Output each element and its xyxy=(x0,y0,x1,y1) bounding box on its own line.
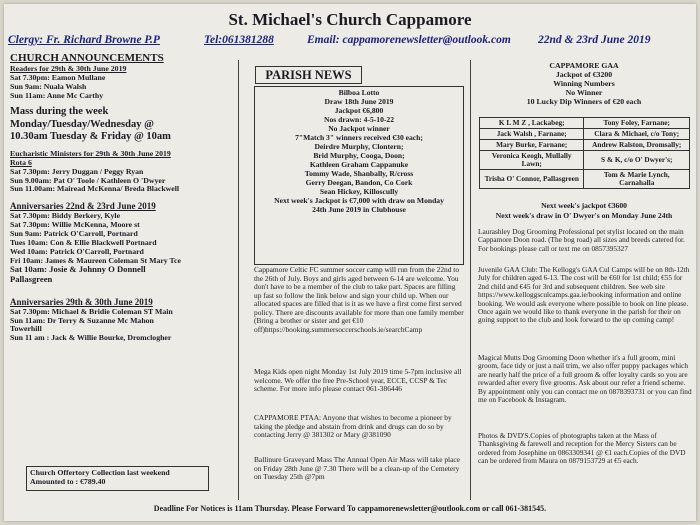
table-row xyxy=(480,170,690,189)
church-announcements xyxy=(10,52,234,343)
list-item: Sat 10am: Josie & Johnny O Donnell xyxy=(10,264,146,275)
mass-times: Mass during the week xyxy=(10,106,109,118)
table-cell: K L M Z , Lackabeg; xyxy=(480,118,584,129)
list-item: Pallasgreen xyxy=(10,274,53,285)
list-item: Sat 7.30pm: Eamon Mullane xyxy=(10,72,106,82)
list-item: Sat 7.30pm: Willie McKenna, Moore st xyxy=(10,219,140,229)
table-row xyxy=(480,151,690,170)
table-cell: Clara & Michael, c/o Tony; xyxy=(584,129,690,140)
list-item: Sun 11 am : Jack & Willie Bourke, Dromclogher xyxy=(10,333,172,343)
gaa-line: Winning Numbers xyxy=(553,78,615,88)
gaa-line: No Winner xyxy=(565,87,603,97)
table-cell: Mary Burke, Farnane; xyxy=(480,140,584,151)
laurashley-notice: Laurashley Dog Grooming Professional pet stylist located on the main Cappamore Doon road. (The bog road) all sizes and breeds catered for. For bookings please call or text me on 0857395327 xyxy=(478,227,685,253)
lotto-line: Next week's Jackpot is €7,000 with draw on Monday xyxy=(274,196,444,205)
offertory-label: Church Offertory Collection last weekend xyxy=(30,468,170,477)
mass-times: Monday/Tuesday/Wednesday @ xyxy=(10,118,154,130)
column-divider xyxy=(238,60,239,500)
list-item: Tues 10am: Con & Ellie Blackwell Portnard xyxy=(10,237,157,247)
lotto-line: 7"Match 3" winners received €30 each; xyxy=(295,133,423,142)
table-cell: Veronica Keogh, Mullally Lawn; xyxy=(480,151,584,170)
offertory-box xyxy=(26,466,209,491)
ptaa-notice: CAPPAMORE PTAA: Anyone that wishes to become a pioneer by taking the pledge and abstain from drink and drugs can do so by contacting Jerry @ 381302 or Mary @381090 xyxy=(254,413,452,440)
page-title: St. Michael's Church Cappamore xyxy=(228,10,472,29)
list-item: Sat 7.30pm: Michael & Bridie Coleman ST Main xyxy=(10,306,173,316)
list-item: Sun 11.00am: Mairead McKenna/ Breda Blackwell xyxy=(10,184,180,194)
table-row xyxy=(480,118,690,129)
lotto-line: 24th June 2019 in Clubhouse xyxy=(312,205,406,214)
celtic-notice: Cappamore Celtic FC summer soccer camp will run from the 22nd to the 26th of July. Boys and girls aged between 6-14 are welcome. You don't have to be a member of the club to take part. Spaces are filling up fast so follow the link below and sign your child up. When our allocated spaces are filled that is it as we have a first come first served policy. There are discounts available for more than one family member (Bring a brother or sister and get €10 off)https://booking.summersoccerschools.ie/searchCamp xyxy=(254,265,464,334)
clergy-line: Clergy: Fr. Richard Browne P.P xyxy=(8,34,160,46)
anniversaries-heading: Anniversaries 22nd & 23rd June 2019 xyxy=(10,201,156,212)
photos-dvd-notice: Photos & DVD'S.Copies of photographs taken at the Mass of Thanksgiving & farewell and reception for the Mercy Sisters can be ordered from Josephine on 0863309341 @ €1 each.Copies of the DVD can be ordered from Maura on 0879153729 at €5 each. xyxy=(478,431,686,466)
lotto-line: Gerry Deegan, Bandon, Co Cork xyxy=(305,178,413,187)
gaa-block xyxy=(478,62,690,107)
newsletter-page xyxy=(4,4,696,521)
column-divider xyxy=(470,60,471,500)
list-item: Wed 10am: Patrick O'Carroll, Portnard xyxy=(10,246,144,256)
list-item: Sun 11am: Dr Terry & Suzanne Mc Mahon xyxy=(10,315,154,325)
email-line: Email: cappamorenewsletter@outlook.com xyxy=(307,34,511,46)
lotto-line: Brid Murphy, Cooga, Doon; xyxy=(313,151,405,160)
table-cell: Trisha O' Connor, Pallasgreen xyxy=(480,170,584,189)
lotto-line: Tommy Wade, Shanbally, R/cross xyxy=(304,169,414,178)
issue-date: 22nd & 23rd June 2019 xyxy=(538,34,651,46)
table-cell: Tom & Marie Lynch, Carnahalla xyxy=(584,170,690,189)
rota-label: Rota 6 xyxy=(10,157,32,167)
table-row xyxy=(480,129,690,140)
list-item: Sun 9am: Patrick O'Carroll, Portnard xyxy=(10,228,138,238)
list-item: Sun 9.00am: Pat O' Toole / Kathleen O 'Dwyer xyxy=(10,175,166,185)
mass-times: 10.30am Tuesday & Friday @ 10am xyxy=(10,130,171,142)
magical-mutts-notice: Magical Mutts Dog Grooming Doon whether it's a full groom, mini groom, face tidy or just a nail trim, we also offer puppy packages which are nearly half the price of a full groom & offer loyalty cards so you are rewarded after every five grooms. Ask about our refer a friend scheme. By appointment only you can contact me on 0878393731 or you can find me on Facebook & Instagram. xyxy=(478,353,692,404)
list-item: Fri 10am: James & Maureen Coleman St Mary Tce xyxy=(10,255,181,265)
table-cell: Andrew Ralston, Dromsally; xyxy=(584,140,690,151)
lotto-line: Draw 18th June 2019 xyxy=(324,97,394,106)
lotto-line: Kathleen Graham Cappanuke xyxy=(309,160,409,169)
gaa-line: 10 Lucky Dip Winners of €20 each xyxy=(526,96,642,106)
lotto-line: Bilboa Lotto xyxy=(338,88,380,97)
next-jackpot: Next week's jackpot €3600 xyxy=(541,201,627,210)
gaa-line: CAPPAMORE GAA xyxy=(549,61,619,70)
anniversaries-heading: Anniversaries 29th & 30th June 2019 xyxy=(10,297,153,308)
table-row xyxy=(480,140,690,151)
gaa-line: Jackpot of €3200 xyxy=(555,69,613,79)
lotto-line: No Jackpot winner xyxy=(328,124,390,133)
list-item: Sun 11am: Anne Mc Carthy xyxy=(10,90,104,100)
offertory-amount: Amounted to : €789.40 xyxy=(30,477,106,486)
graveyard-mass-notice: Ballinure Graveyard Mass The Annual Open Air Mass will take place on Friday 28th June @ 7.30 There will be a clean-up of the Cemetery on Tuesday 25th @7pm xyxy=(254,455,460,482)
next-draw: Next week's draw in O' Dwyer's on Monday June 24th xyxy=(495,211,673,220)
readers-heading: Readers for 29th & 30th June 2019 xyxy=(10,63,127,73)
list-item: Towerhill xyxy=(10,324,42,334)
ministers-heading: Eucharistic Ministers for 29th & 30th June 2019 xyxy=(10,148,171,158)
table-cell: Tony Foley, Farnane; xyxy=(584,118,690,129)
lotto-line: Jackpot €6,800 xyxy=(334,106,384,115)
juvenile-gaa-notice: Juvenile GAA Club: The Kellogg's GAA Cul Camps will be on 8th-12th July for children aged 6-13. The cost will be €60 for 1st child; €55 for 2nd child and €45 for 3rd and subsequent children. See web site https://www.kelloggsculcamps.gaa.ie/booking information and online booking. We would ask everyone where possible to book on line please. Once again we would like to thank everyone in the parish for their on going support to the club and look forward to the up coming camp! xyxy=(478,265,690,325)
section-heading: CHURCH ANNOUNCEMENTS xyxy=(10,52,164,64)
list-item: Sun 9am: Nuala Walsh xyxy=(10,81,87,91)
lotto-line: Deirdre Murphy, Clontern; xyxy=(314,142,404,151)
list-item: Sat 7.30pm: Jerry Duggan / Peggy Ryan xyxy=(10,166,144,176)
mega-kids-notice: Mega Kids open night Monday 1st July 2019 time 5-7pm inclusive all welcome. We offer the free Pre-School year, ECCE, CCSP & Tec scheme. For more info please contact 061-386446 xyxy=(254,367,462,394)
lotto-line: Sean Hickey, Killoscully xyxy=(319,187,399,196)
phone-number: Tel:061381288 xyxy=(204,34,274,46)
lotto-box xyxy=(254,86,464,265)
table-cell: S & K, c/o O' Dwyer's; xyxy=(584,151,690,170)
lotto-line: Nos drawn: 4-5-10-22 xyxy=(323,115,395,124)
parish-news-heading: PARISH NEWS xyxy=(255,66,362,84)
list-item: Sat 7.30pm: Biddy Berkery, Kyle xyxy=(10,210,121,220)
footer-deadline: Deadline For Notices is 11am Thursday. Please Forward To cappamorenewsletter@outlook.com or call 061-381545. xyxy=(153,504,547,513)
table-cell: Jack Walsh , Farnane; xyxy=(480,129,584,140)
lucky-dip-table xyxy=(479,117,690,189)
